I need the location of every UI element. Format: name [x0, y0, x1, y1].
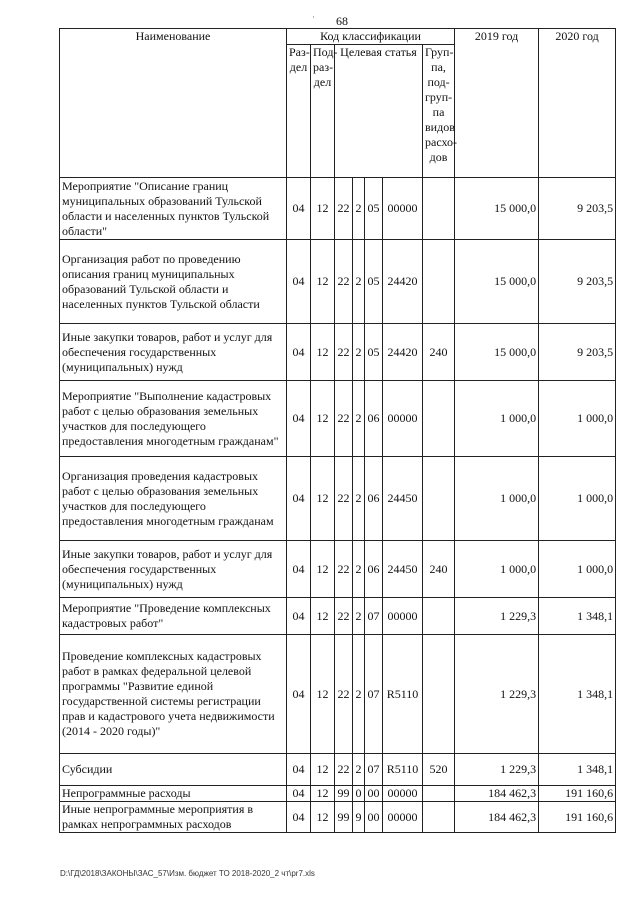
budget-table: [59, 28, 616, 833]
cell-vid: [423, 381, 455, 457]
cell-y2019: 184 462,3: [455, 802, 539, 833]
cell-cs3: 07: [365, 635, 383, 754]
cell-podrazdel: 12: [311, 802, 335, 833]
header-2019: 2019 год: [455, 29, 539, 178]
cell-cs1: 22: [335, 598, 353, 635]
cell-razdel: 04: [287, 541, 311, 598]
header-subsection: Под-раз-дел: [311, 45, 335, 178]
table-row: [60, 457, 616, 541]
cell-y2020: 1 000,0: [539, 381, 616, 457]
table-row: [60, 178, 616, 240]
cell-cs4: 24420: [383, 240, 423, 324]
cell-y2019: 1 000,0: [455, 541, 539, 598]
cell-razdel: 04: [287, 598, 311, 635]
cell-razdel: 04: [287, 457, 311, 541]
cell-cs2: 2: [353, 240, 365, 324]
table-row: [60, 754, 616, 786]
cell-vid: [423, 802, 455, 833]
cell-cs2: 9: [353, 802, 365, 833]
cell-cs3: 06: [365, 541, 383, 598]
cell-y2020: 9 203,5: [539, 324, 616, 381]
table-row: [60, 786, 616, 802]
cell-cs2: 0: [353, 786, 365, 802]
cell-vid: 240: [423, 541, 455, 598]
cell-vid: [423, 457, 455, 541]
header-group: Груп-па, под-груп-па видов расхо-дов: [423, 45, 455, 178]
cell-y2020: 1 000,0: [539, 541, 616, 598]
cell-y2019: 1 229,3: [455, 635, 539, 754]
cell-cs4: 24420: [383, 324, 423, 381]
cell-vid: [423, 178, 455, 240]
cell-name: Организация работ по проведению описания границ муниципальных образований Тульской области и населенных пунктов Тульской области: [60, 240, 287, 324]
cell-cs3: 07: [365, 754, 383, 786]
cell-y2019: 184 462,3: [455, 786, 539, 802]
cell-cs1: 22: [335, 178, 353, 240]
cell-cs2: 2: [353, 381, 365, 457]
footer-path: D:\ГД\2018\ЗАКОНЫ\ЗАС_57\Изм. бюджет ТО 2018-2020_2 чт\pr7.xls: [60, 869, 315, 878]
cell-cs1: 22: [335, 240, 353, 324]
scan-mark: ·: [312, 12, 315, 22]
cell-podrazdel: 12: [311, 541, 335, 598]
cell-cs4: 00000: [383, 178, 423, 240]
cell-podrazdel: 12: [311, 754, 335, 786]
cell-y2020: 1 348,1: [539, 754, 616, 786]
table-row: [60, 802, 616, 833]
cell-cs1: 22: [335, 541, 353, 598]
cell-cs3: 05: [365, 324, 383, 381]
cell-razdel: 04: [287, 786, 311, 802]
cell-y2019: 1 000,0: [455, 381, 539, 457]
cell-cs2: 2: [353, 178, 365, 240]
cell-cs1: 22: [335, 457, 353, 541]
table-row: [60, 598, 616, 635]
cell-cs1: 22: [335, 635, 353, 754]
cell-podrazdel: 12: [311, 598, 335, 635]
cell-cs3: 05: [365, 178, 383, 240]
header-classification: Код классификации: [287, 29, 455, 45]
cell-y2020: 1 348,1: [539, 635, 616, 754]
cell-y2019: 1 229,3: [455, 754, 539, 786]
cell-cs3: 07: [365, 598, 383, 635]
cell-name: Иные закупки товаров, работ и услуг для обеспечения государственных (муниципальных) нужд: [60, 324, 287, 381]
cell-razdel: 04: [287, 754, 311, 786]
header-target: Целевая статья: [335, 45, 423, 178]
cell-cs1: 99: [335, 786, 353, 802]
table-row: [60, 324, 616, 381]
cell-cs1: 22: [335, 381, 353, 457]
cell-y2020: 1 348,1: [539, 598, 616, 635]
cell-name: Мероприятие "Описание границ муниципальных образований Тульской области и населенных пунктов Тульской области": [60, 178, 287, 240]
cell-y2019: 15 000,0: [455, 178, 539, 240]
header-section: Раз-дел: [287, 45, 311, 178]
cell-podrazdel: 12: [311, 240, 335, 324]
cell-vid: [423, 786, 455, 802]
cell-cs2: 2: [353, 754, 365, 786]
cell-vid: [423, 635, 455, 754]
cell-cs2: 2: [353, 457, 365, 541]
cell-y2019: 15 000,0: [455, 240, 539, 324]
cell-cs4: 00000: [383, 802, 423, 833]
cell-cs4: 00000: [383, 381, 423, 457]
cell-y2020: 191 160,6: [539, 786, 616, 802]
cell-cs4: 00000: [383, 598, 423, 635]
page-number: 68: [336, 14, 348, 28]
cell-name: Иные непрограммные мероприятия в рамках непрограммных расходов: [60, 802, 287, 833]
cell-name: Проведение комплексных кадастровых работ в рамках федеральной целевой программы "Развитие единой государственной системы регистрации прав и кадастрового учета недвижимости (2014 - 2020 годы)": [60, 635, 287, 754]
header-2020: 2020 год: [539, 29, 616, 178]
cell-cs1: 22: [335, 324, 353, 381]
header-name: Наименование: [60, 29, 287, 178]
cell-vid: [423, 598, 455, 635]
cell-cs4: R5110: [383, 754, 423, 786]
cell-cs4: 24450: [383, 541, 423, 598]
cell-name: Субсидии: [60, 754, 287, 786]
cell-razdel: 04: [287, 324, 311, 381]
cell-y2020: 1 000,0: [539, 457, 616, 541]
cell-vid: 240: [423, 324, 455, 381]
cell-y2019: 1 229,3: [455, 598, 539, 635]
cell-podrazdel: 12: [311, 457, 335, 541]
cell-razdel: 04: [287, 178, 311, 240]
cell-cs3: 00: [365, 802, 383, 833]
cell-y2019: 1 000,0: [455, 457, 539, 541]
cell-cs4: 24450: [383, 457, 423, 541]
cell-name: Организация проведения кадастровых работ с целью образования земельных участков для последующего предоставления многодетным гражданам: [60, 457, 287, 541]
table-row: [60, 240, 616, 324]
cell-razdel: 04: [287, 240, 311, 324]
cell-podrazdel: 12: [311, 178, 335, 240]
cell-razdel: 04: [287, 381, 311, 457]
cell-cs3: 06: [365, 381, 383, 457]
cell-podrazdel: 12: [311, 635, 335, 754]
cell-name: Непрограммные расходы: [60, 786, 287, 802]
cell-cs3: 00: [365, 786, 383, 802]
cell-y2020: 191 160,6: [539, 802, 616, 833]
cell-cs2: 2: [353, 598, 365, 635]
cell-y2020: 9 203,5: [539, 178, 616, 240]
cell-cs1: 22: [335, 754, 353, 786]
cell-cs3: 05: [365, 240, 383, 324]
cell-name: Иные закупки товаров, работ и услуг для обеспечения государственных (муниципальных) нужд: [60, 541, 287, 598]
cell-cs3: 06: [365, 457, 383, 541]
cell-cs4: 00000: [383, 786, 423, 802]
cell-y2019: 15 000,0: [455, 324, 539, 381]
cell-razdel: 04: [287, 635, 311, 754]
cell-podrazdel: 12: [311, 381, 335, 457]
cell-cs1: 99: [335, 802, 353, 833]
cell-podrazdel: 12: [311, 324, 335, 381]
cell-cs2: 2: [353, 324, 365, 381]
cell-razdel: 04: [287, 802, 311, 833]
cell-podrazdel: 12: [311, 786, 335, 802]
table-row: [60, 541, 616, 598]
cell-vid: 520: [423, 754, 455, 786]
cell-name: Мероприятие "Выполнение кадастровых работ с целью образования земельных участков для последующего предоставления многодетным гражданам": [60, 381, 287, 457]
cell-y2020: 9 203,5: [539, 240, 616, 324]
table-row: [60, 381, 616, 457]
cell-vid: [423, 240, 455, 324]
cell-name: Мероприятие "Проведение комплексных кадастровых работ": [60, 598, 287, 635]
table-row: [60, 635, 616, 754]
cell-cs2: 2: [353, 541, 365, 598]
cell-cs2: 2: [353, 635, 365, 754]
cell-cs4: R5110: [383, 635, 423, 754]
